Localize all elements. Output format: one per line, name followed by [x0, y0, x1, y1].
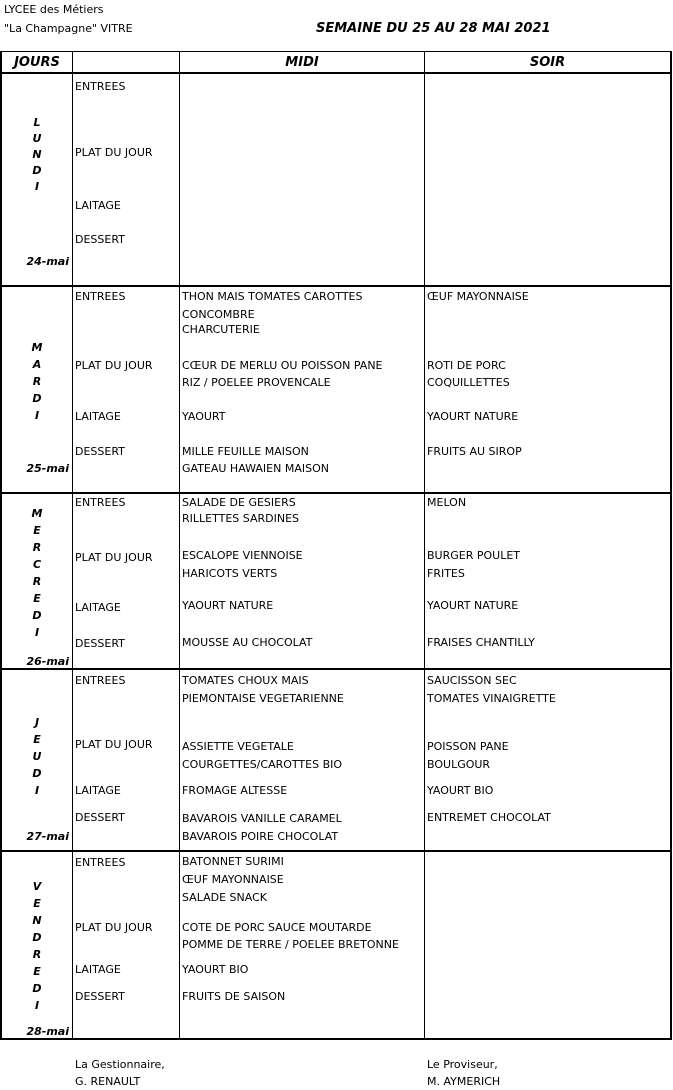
- day-letter: I: [34, 784, 40, 797]
- day-letter: D: [32, 767, 42, 780]
- midi-dish: BAVAROIS POIRE CHOCOLAT: [182, 830, 339, 843]
- midi-dish: YAOURT: [182, 410, 226, 423]
- midi-dish: CONCOMBRE: [182, 308, 255, 321]
- category-laitage: LAITAGE: [75, 199, 121, 212]
- category-laitage: LAITAGE: [75, 410, 121, 423]
- day-letter: D: [32, 609, 42, 622]
- midi-dish: GATEAU HAWAIEN MAISON: [182, 462, 329, 475]
- day-letter: D: [32, 392, 42, 405]
- midi-dish: CHARCUTERIE: [182, 323, 260, 336]
- midi-dish: MILLE FEUILLE MAISON: [182, 445, 309, 458]
- category-dessert: DESSERT: [75, 233, 125, 246]
- day-letter: U: [32, 750, 42, 763]
- day-letter: M: [31, 507, 43, 520]
- midi-dish: SALADE DE GESIERS: [182, 496, 296, 509]
- day-letter: E: [33, 524, 41, 537]
- category-dessert: DESSERT: [75, 637, 125, 650]
- midi-dish: FROMAGE ALTESSE: [182, 784, 288, 797]
- midi-dish: THON MAIS TOMATES CAROTTES: [182, 290, 363, 303]
- category-laitage: LAITAGE: [75, 601, 121, 614]
- day-date: 26-mai: [26, 655, 69, 668]
- midi-dish: CŒUR DE MERLU OU POISSON PANE: [182, 359, 383, 372]
- category-entrees: ENTREES: [75, 80, 126, 93]
- column-header-midi: MIDI: [285, 55, 319, 70]
- week-title: SEMAINE DU 25 AU 28 MAI 2021: [316, 21, 551, 36]
- day-letter: V: [32, 880, 42, 893]
- signature-left-title: La Gestionnaire,: [75, 1058, 165, 1071]
- day-letter: I: [34, 409, 40, 422]
- soir-dish: SAUCISSON SEC: [427, 674, 517, 687]
- signature-right-name: M. AYMERICH: [427, 1075, 501, 1088]
- day-date: 28-mai: [26, 1025, 69, 1038]
- day-letter: R: [32, 948, 42, 961]
- soir-dish: YAOURT NATURE: [427, 599, 519, 612]
- soir-dish: MELON: [427, 496, 467, 509]
- soir-dish: FRITES: [427, 567, 465, 580]
- midi-dish: ASSIETTE VEGETALE: [182, 740, 294, 753]
- midi-dish: COURGETTES/CAROTTES BIO: [182, 758, 343, 771]
- day-date: 25-mai: [26, 462, 69, 475]
- category-plat-du-jour: PLAT DU JOUR: [75, 551, 153, 564]
- school-name: LYCEE des Métiers: [4, 3, 104, 16]
- soir-dish: YAOURT BIO: [427, 784, 494, 797]
- day-letter: D: [32, 164, 42, 177]
- category-dessert: DESSERT: [75, 811, 125, 824]
- category-entrees: ENTREES: [75, 674, 126, 687]
- soir-dish: ROTI DE PORC: [427, 359, 506, 372]
- day-date: 27-mai: [26, 830, 69, 843]
- column-header-jours: JOURS: [14, 55, 60, 70]
- day-letter: E: [33, 897, 41, 910]
- midi-dish: ŒUF MAYONNAISE: [182, 873, 284, 886]
- soir-dish: ENTREMET CHOCOLAT: [427, 811, 551, 824]
- category-dessert: DESSERT: [75, 990, 125, 1003]
- soir-dish: FRAISES CHANTILLY: [427, 636, 535, 649]
- midi-dish: RILLETTES SARDINES: [182, 512, 299, 525]
- soir-dish: FRUITS AU SIROP: [427, 445, 522, 458]
- day-letter: I: [34, 999, 40, 1012]
- day-letter: E: [33, 592, 41, 605]
- day-letter: N: [32, 914, 42, 927]
- soir-dish: BURGER POULET: [427, 549, 520, 562]
- category-plat-du-jour: PLAT DU JOUR: [75, 738, 153, 751]
- category-laitage: LAITAGE: [75, 784, 121, 797]
- soir-dish: YAOURT NATURE: [427, 410, 519, 423]
- category-plat-du-jour: PLAT DU JOUR: [75, 359, 153, 372]
- midi-dish: RIZ / POELEE PROVENCALE: [182, 376, 331, 389]
- category-laitage: LAITAGE: [75, 963, 121, 976]
- day-letter: R: [32, 541, 42, 554]
- soir-dish: ŒUF MAYONNAISE: [427, 290, 529, 303]
- day-letter: C: [32, 558, 42, 571]
- day-letter: A: [32, 358, 42, 371]
- day-letter: U: [32, 132, 42, 145]
- soir-dish: BOULGOUR: [427, 758, 491, 771]
- midi-dish: COTE DE PORC SAUCE MOUTARDE: [182, 921, 372, 934]
- day-letter: I: [34, 626, 40, 639]
- midi-dish: PIEMONTAISE VEGETARIENNE: [182, 692, 344, 705]
- day-letter: D: [32, 982, 42, 995]
- midi-dish: POMME DE TERRE / POELEE BRETONNE: [182, 938, 399, 951]
- soir-dish: POISSON PANE: [427, 740, 509, 753]
- signature-left-name: G. RENAULT: [75, 1075, 141, 1088]
- day-letter: R: [32, 575, 42, 588]
- midi-dish: YAOURT NATURE: [182, 599, 274, 612]
- category-entrees: ENTREES: [75, 290, 126, 303]
- signature-right-title: Le Proviseur,: [427, 1058, 498, 1071]
- day-letter: I: [34, 180, 40, 193]
- day-letter: N: [32, 148, 42, 161]
- category-entrees: ENTREES: [75, 856, 126, 869]
- category-plat-du-jour: PLAT DU JOUR: [75, 921, 153, 934]
- day-letter: M: [31, 341, 43, 354]
- day-letter: E: [33, 733, 41, 746]
- school-location: "La Champagne" VITRE: [4, 22, 133, 35]
- midi-dish: MOUSSE AU CHOCOLAT: [182, 636, 313, 649]
- midi-dish: HARICOTS VERTS: [182, 567, 278, 580]
- midi-dish: BAVAROIS VANILLE CARAMEL: [182, 812, 342, 825]
- midi-dish: SALADE SNACK: [182, 891, 267, 904]
- day-letter: D: [32, 931, 42, 944]
- category-entrees: ENTREES: [75, 496, 126, 509]
- midi-dish: ESCALOPE VIENNOISE: [182, 549, 303, 562]
- day-letter: E: [33, 965, 41, 978]
- category-plat-du-jour: PLAT DU JOUR: [75, 146, 153, 159]
- day-letter: L: [33, 116, 41, 129]
- column-header-soir: SOIR: [529, 55, 566, 70]
- soir-dish: COQUILLETTES: [427, 376, 510, 389]
- day-letter: J: [34, 716, 40, 729]
- category-dessert: DESSERT: [75, 445, 125, 458]
- day-date: 24-mai: [26, 255, 69, 268]
- midi-dish: BATONNET SURIMI: [182, 855, 284, 868]
- day-letter: R: [32, 375, 42, 388]
- midi-dish: TOMATES CHOUX MAIS: [182, 674, 309, 687]
- soir-dish: TOMATES VINAIGRETTE: [427, 692, 556, 705]
- midi-dish: FRUITS DE SAISON: [182, 990, 286, 1003]
- midi-dish: YAOURT BIO: [182, 963, 249, 976]
